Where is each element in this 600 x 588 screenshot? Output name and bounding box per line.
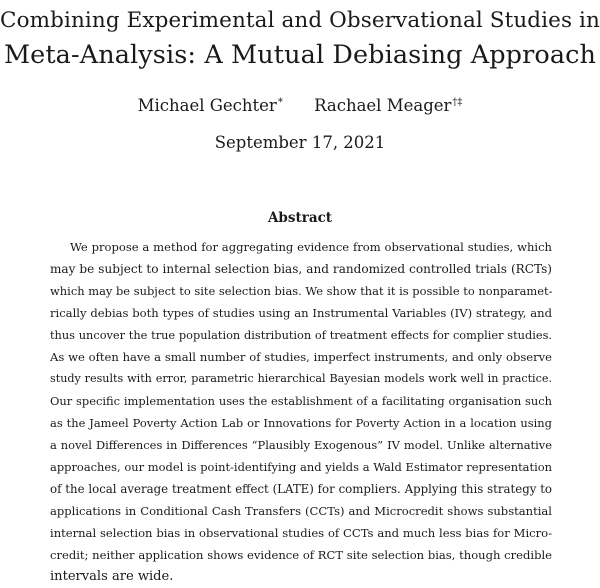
abstract-line: credit; neither application shows evidence of RCT site selection bias, though credible	[50, 548, 552, 562]
abstract-heading: Abstract	[267, 210, 333, 226]
title-line: Combining Experimental and Observational Studies in	[0, 8, 600, 33]
abstract-line: of the local average treatment effect (LATE) for compliers. Applying this strategy to	[50, 482, 552, 496]
publication-date: September 17, 2021	[214, 133, 386, 152]
abstract-line: a novel Differences in Differences “Plausibly Exogenous” IV model. Unlike alternative	[50, 438, 552, 452]
paper-title	[0, 4, 600, 72]
title-line: Meta-Analysis: A Mutual Debiasing Approach	[3, 40, 597, 70]
abstract-line: approaches, our model is point-identifying and yields a Wald Estimator representation	[50, 460, 552, 474]
author	[314, 96, 462, 115]
author-name: Michael Gechter	[137, 96, 277, 115]
abstract-line: Our specific implementation uses the establishment of a facilitating organisation such	[50, 394, 552, 408]
abstract-line: As we often have a small number of studies, imperfect instruments, and only observe	[50, 350, 552, 364]
author-footnote-mark[interactable]: †‡	[452, 97, 463, 108]
abstract-body	[50, 236, 552, 588]
author-footnote-mark[interactable]: *	[277, 97, 283, 108]
author-list	[0, 96, 600, 115]
abstract-line: rically debias both types of studies using an Instrumental Variables (IV) strategy, and	[50, 306, 552, 320]
abstract-line: intervals are wide.	[50, 569, 174, 584]
abstract-line: which may be subject to site selection bias. We show that it is possible to nonparamet-	[50, 284, 552, 298]
author-name: Rachael Meager	[314, 96, 452, 115]
abstract-line: thus uncover the true population distribution of treatment effects for complier studies.	[50, 328, 552, 342]
author	[138, 96, 283, 115]
abstract-line: study results with error, parametric hierarchical Bayesian models work well in practice.	[50, 372, 552, 385]
abstract-line: We propose a method for aggregating evidence from observational studies, which	[70, 240, 552, 254]
abstract-line: may be subject to internal selection bias, and randomized controlled trials (RCTs)	[50, 262, 552, 276]
abstract-line: internal selection bias in observational studies of CCTs and much less bias for Micro-	[50, 526, 552, 540]
abstract-line: applications in Conditional Cash Transfers (CCTs) and Microcredit shows substantial	[50, 504, 552, 518]
abstract-line: as the Jameel Poverty Action Lab or Innovations for Poverty Action in a location using	[50, 416, 552, 430]
